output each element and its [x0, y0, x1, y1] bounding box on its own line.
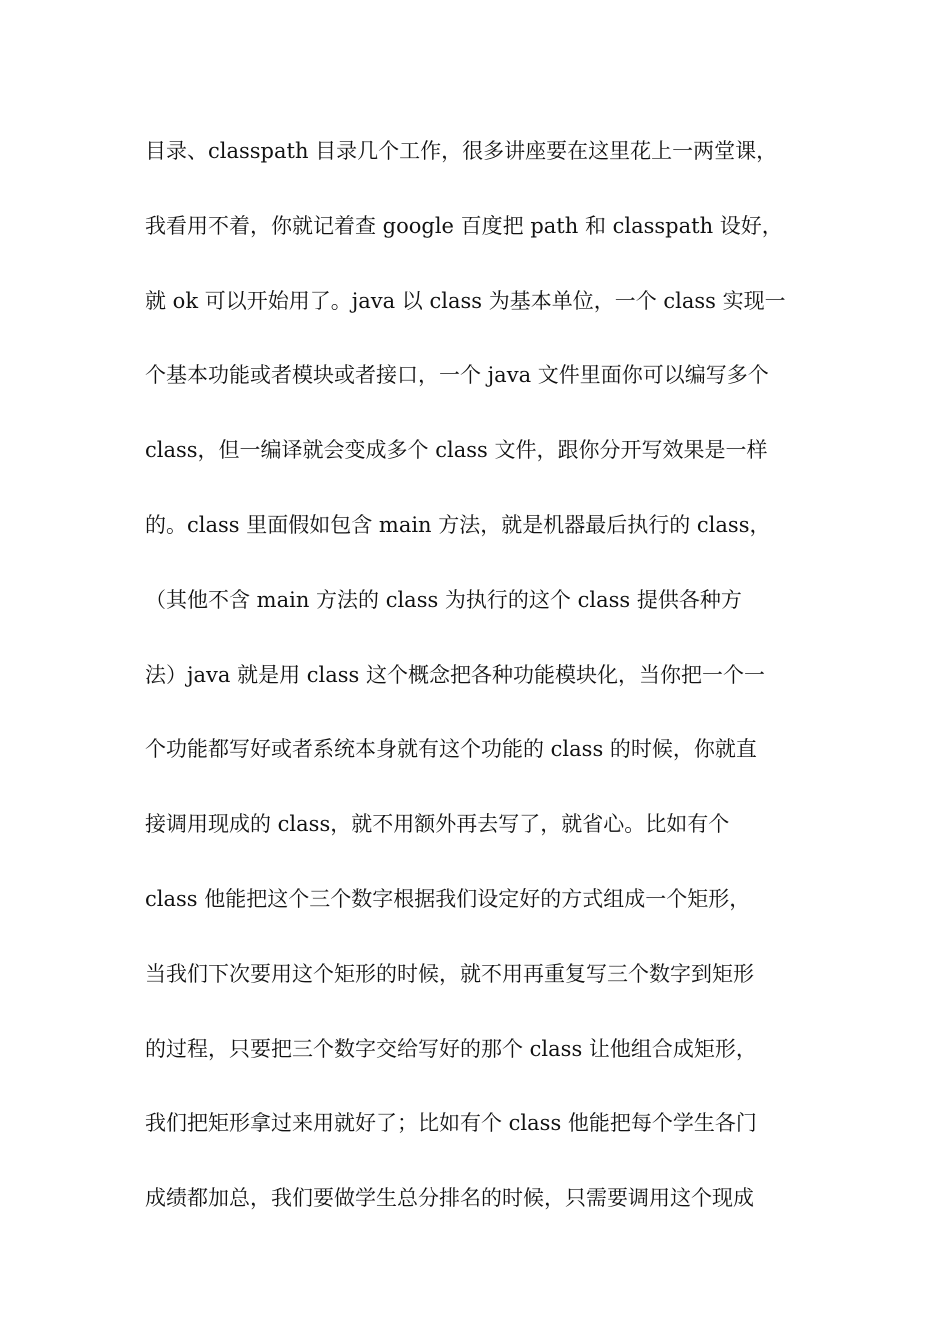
text-line: 成绩都加总，我们要做学生总分排名的时候，只需要调用这个现成 [145, 1186, 754, 1211]
text-line: class，但一编译就会变成多个 class 文件，跟你分开写效果是一样 [145, 438, 768, 463]
text-line: 接调用现成的 class，就不用额外再去写了，就省心。比如有个 [145, 812, 730, 837]
text-line: 个功能都写好或者系统本身就有这个功能的 class 的时候，你就直 [145, 737, 757, 762]
text-line: （其他不含 main 方法的 class 为执行的这个 class 提供各种方 [145, 587, 742, 612]
text-line: 个基本功能或者模块或者接口，一个 java 文件里面你可以编写多个 [145, 363, 769, 388]
text-line: 的过程，只要把三个数字交给写好的那个 class 让他组合成矩形， [145, 1036, 757, 1061]
text-line: 当我们下次要用这个矩形的时候，就不用再重复写三个数字到矩形 [145, 961, 754, 986]
text-line: 我们把矩形拿过来用就好了；比如有个 class 他能把每个学生各门 [145, 1111, 757, 1136]
body-text [145, 132, 825, 1254]
text-line: 目录、classpath 目录几个工作，很多讲座要在这里花上一两堂课， [145, 139, 778, 163]
text-line: 法）java 就是用 class 这个概念把各种功能模块化，当你把一个一 [145, 662, 765, 687]
text-line: 的。class 里面假如包含 main 方法，就是机器最后执行的 class， [145, 512, 771, 537]
text-line: 我看用不着，你就记着查 google 百度把 path 和 classpath 设好， [145, 213, 783, 238]
text-line: class 他能把这个三个数字根据我们设定好的方式组成一个矩形， [145, 886, 751, 911]
text-line: 就 ok 可以开始用了。java 以 class 为基本单位，一个 class 实现一 [145, 288, 786, 313]
